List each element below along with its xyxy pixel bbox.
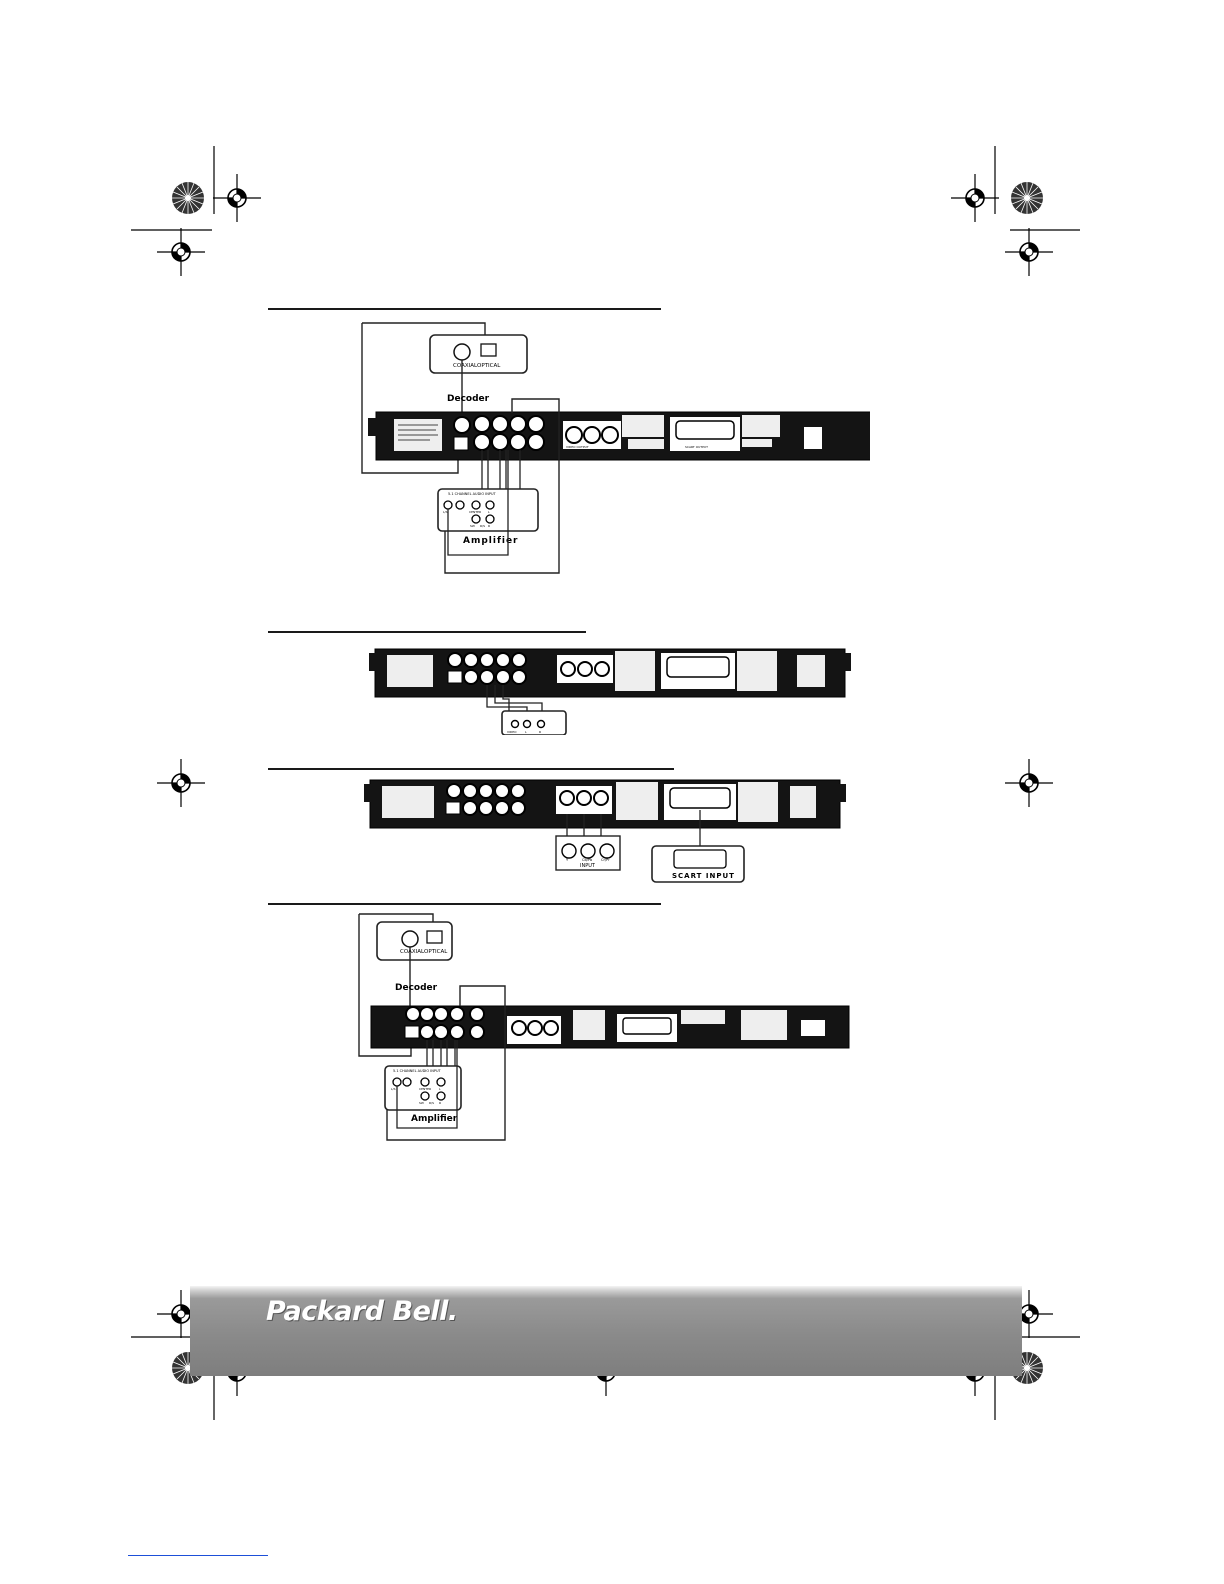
connection-diagram-video xyxy=(360,776,850,886)
coaxial-label: COAXIAL xyxy=(453,363,478,369)
svg-text:Cb/Pb: Cb/Pb xyxy=(582,858,593,862)
section-rule-2 xyxy=(268,631,586,633)
amp-port-sw: SW xyxy=(470,524,475,528)
svg-text:R/S: R/S xyxy=(429,1101,434,1105)
connection-diagram-stereo xyxy=(365,645,855,735)
optical-label: OPTICAL xyxy=(477,363,501,369)
svg-text:L: L xyxy=(439,1087,441,1091)
scart-input-label: SCART INPUT xyxy=(672,872,735,880)
svg-text:OPTICAL: OPTICAL xyxy=(424,949,448,955)
amp-port-rs: R/S xyxy=(480,524,485,528)
svg-text:R: R xyxy=(539,730,542,734)
svg-text:5.1 CHANNEL AUDIO INPUT: 5.1 CHANNEL AUDIO INPUT xyxy=(448,492,496,496)
scart-output-label: SCART OUTPUT xyxy=(685,445,708,449)
svg-text:CENTER: CENTER xyxy=(419,1087,432,1091)
section-rule-4 xyxy=(268,903,661,905)
decoder-label: Decoder xyxy=(447,394,490,404)
amp-port-l: L xyxy=(488,510,490,514)
decoder-label: Decoder xyxy=(395,983,438,993)
packard-bell-logo: Packard Bell. xyxy=(266,1296,458,1327)
connection-diagram-decoder xyxy=(350,315,870,605)
svg-text:5.1 CHANNEL AUDIO INPUT: 5.1 CHANNEL AUDIO INPUT xyxy=(393,1069,441,1073)
amp-port-ls: L/S xyxy=(443,510,448,514)
connection-diagram-decoder-2 xyxy=(355,910,855,1160)
svg-text:SW: SW xyxy=(419,1101,424,1105)
svg-text:R: R xyxy=(439,1101,442,1105)
section-rule-1 xyxy=(268,308,661,310)
amp-port-r: R xyxy=(488,524,491,528)
section-rule-3 xyxy=(268,768,674,770)
video-output-label: VIDEO OUTPUT xyxy=(566,445,589,449)
svg-text:Y: Y xyxy=(566,858,569,862)
svg-text:COAXIAL: COAXIAL xyxy=(400,949,425,955)
amplifier-label: Amplifier xyxy=(463,536,519,546)
svg-text:L/S: L/S xyxy=(391,1087,396,1091)
amp-port-center: CENTER xyxy=(469,510,482,514)
link-underline xyxy=(128,1555,268,1556)
svg-text:VIDEO: VIDEO xyxy=(507,730,517,734)
component-input-label: INPUT xyxy=(580,863,595,869)
svg-text:Cr/Pr: Cr/Pr xyxy=(601,858,610,862)
amplifier-label: Amplifier xyxy=(411,1114,458,1124)
svg-text:L: L xyxy=(525,730,527,734)
